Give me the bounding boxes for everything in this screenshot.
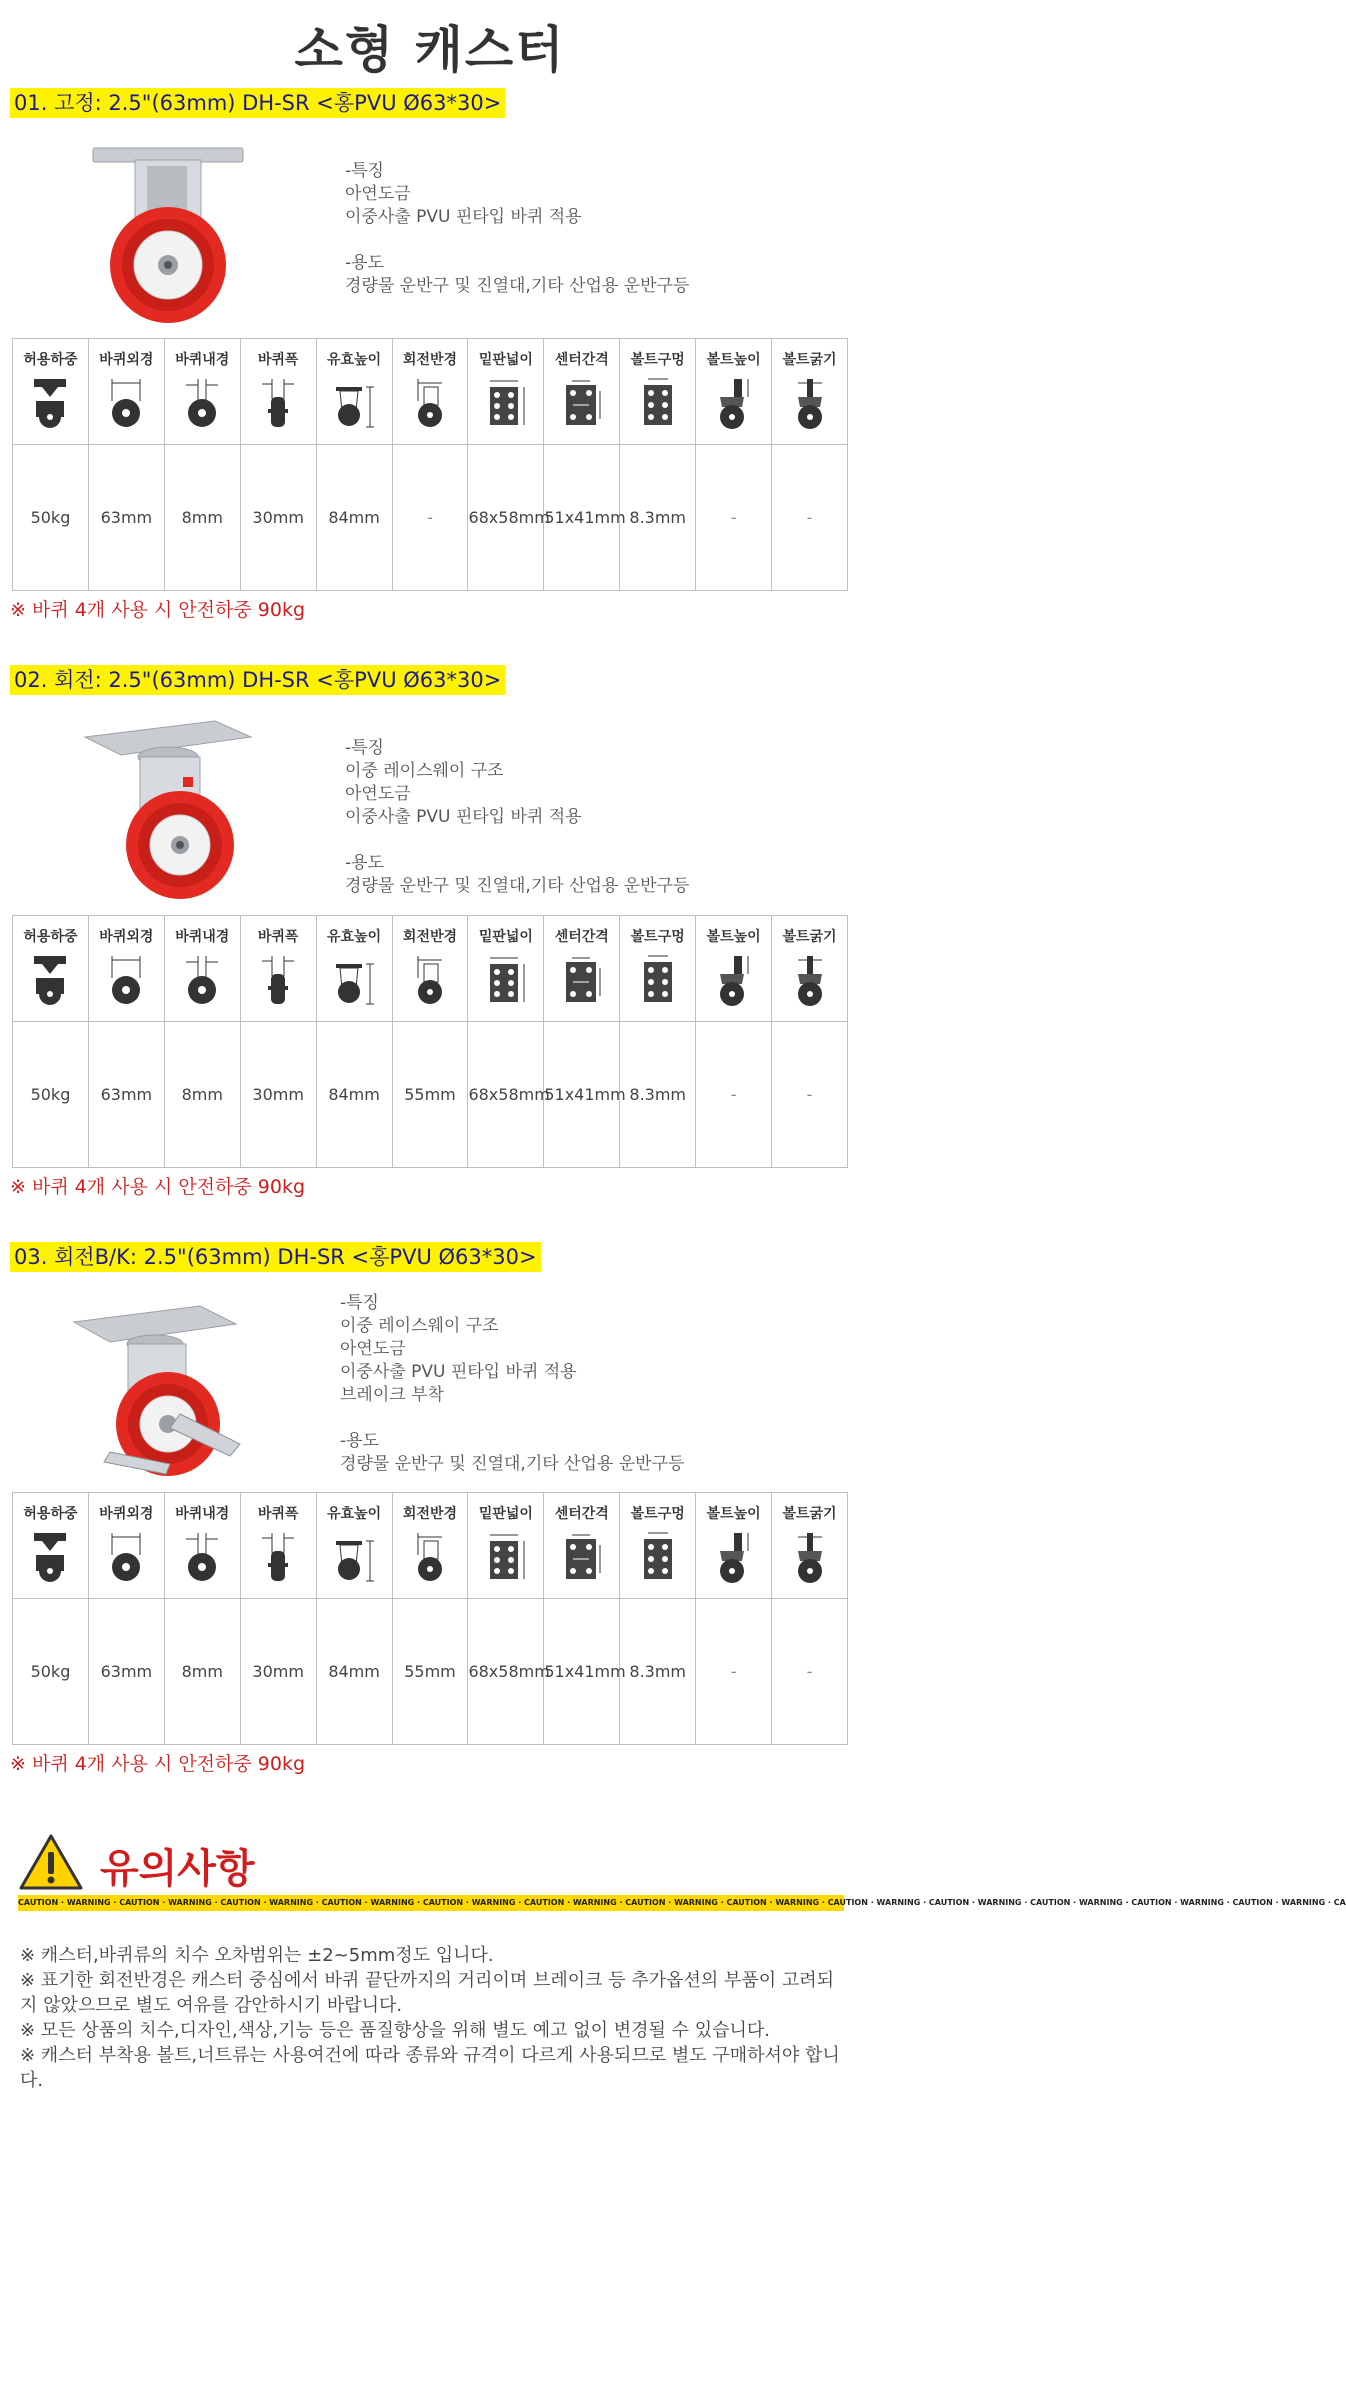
feature-line: 경량물 운반구 및 진열대,기타 산업용 운반구등 [345, 876, 690, 896]
fixed-caster-image [75, 140, 265, 330]
feature-line: -용도 [345, 853, 384, 873]
caution-title: 유의사항 [100, 1846, 255, 1892]
spec-value: 63mm [88, 445, 164, 591]
spec-header: 센터간격 [544, 339, 620, 373]
section-heading: 01. 고정: 2.5"(63mm) DH-SR <홍PVU Ø63*30> [10, 88, 505, 118]
inner-diameter-icon [164, 950, 240, 1022]
center-spacing-icon [544, 373, 620, 445]
swivel-brake-caster-image [70, 1294, 260, 1484]
plate-size-icon [468, 950, 544, 1022]
spec-value: - [696, 1022, 772, 1168]
spec-header: 회전반경 [392, 339, 468, 373]
spec-value: 8mm [164, 1599, 240, 1745]
spec-header: 밑판넓이 [468, 916, 544, 950]
section-heading: 02. 회전: 2.5"(63mm) DH-SR <홍PVU Ø63*30> [10, 665, 505, 695]
spec-value: 50kg [13, 1022, 89, 1168]
feature-line: -특징 [340, 1293, 379, 1313]
spec-value: 8mm [164, 445, 240, 591]
spec-header: 볼트높이 [696, 339, 772, 373]
swivel-radius-icon [392, 950, 468, 1022]
spec-value: - [696, 1599, 772, 1745]
feature-line: 이중사출 PVU 핀타입 바퀴 적용 [345, 807, 582, 827]
inner-diameter-icon [164, 373, 240, 445]
bolt-thickness-icon [772, 950, 848, 1022]
load-icon [13, 373, 89, 445]
spec-value: 51x41mm [544, 1022, 620, 1168]
product-block [0, 695, 860, 915]
spec-table [12, 1492, 848, 1745]
warning-triangle-icon [18, 1833, 84, 1891]
product-section-swivel-brake [0, 1242, 860, 1779]
feature-line: -용도 [340, 1431, 379, 1451]
safety-load-note: ※ 바퀴 4개 사용 시 안전하중 90kg [10, 1753, 306, 1775]
spec-header: 밑판넓이 [468, 339, 544, 373]
bolt-hole-icon [620, 950, 696, 1022]
spec-header: 회전반경 [392, 916, 468, 950]
feature-line: 이중 레이스웨이 구조 [340, 1316, 499, 1336]
feature-line: 이중사출 PVU 핀타입 바퀴 적용 [340, 1362, 577, 1382]
spec-value: - [772, 1022, 848, 1168]
feature-line [345, 229, 689, 252]
spec-value: 63mm [88, 1599, 164, 1745]
outer-diameter-icon [88, 373, 164, 445]
spec-value: - [772, 445, 848, 591]
spec-icon-row [13, 373, 848, 445]
swivel-caster-image [75, 717, 265, 907]
spec-header: 유효높이 [316, 1493, 392, 1527]
spec-header-row [13, 339, 848, 373]
spec-header: 센터간격 [544, 916, 620, 950]
spec-table [12, 915, 848, 1168]
spec-header-row [13, 916, 848, 950]
spec-value: - [696, 445, 772, 591]
spec-header: 바퀴폭 [240, 1493, 316, 1527]
spec-header: 유효높이 [316, 339, 392, 373]
spec-header: 바퀴외경 [88, 916, 164, 950]
spec-header: 유효높이 [316, 916, 392, 950]
effective-height-icon [316, 950, 392, 1022]
feature-line: 이중 레이스웨이 구조 [345, 761, 504, 781]
bolt-thickness-icon [772, 373, 848, 445]
wheel-width-icon [240, 373, 316, 445]
product-block [0, 1272, 860, 1492]
feature-line: 브레이크 부착 [340, 1385, 444, 1405]
spec-value: - [772, 1599, 848, 1745]
safety-load-note: ※ 바퀴 4개 사용 시 안전하중 90kg [10, 1176, 306, 1198]
spec-header: 볼트굵기 [772, 916, 848, 950]
spec-header: 바퀴내경 [164, 916, 240, 950]
caution-note: ※ 표기한 회전반경은 캐스터 중심에서 바퀴 끝단까지의 거리이며 브레이크 등 추가옵션의 부품이 고려되지 않았으므로 별도 여유를 감안하시기 바랍니다. [20, 1970, 835, 2016]
spec-value: 68x58mm [468, 1599, 544, 1745]
spec-header: 센터간격 [544, 1493, 620, 1527]
effective-height-icon [316, 1527, 392, 1599]
feature-line: -특징 [345, 738, 384, 758]
spec-value: 84mm [316, 1022, 392, 1168]
feature-line: 아연도금 [345, 184, 411, 204]
spec-header: 바퀴외경 [88, 339, 164, 373]
caution-section [0, 1815, 1346, 2093]
bolt-hole-icon [620, 1527, 696, 1599]
spec-value: 68x58mm [468, 1022, 544, 1168]
caution-note: ※ 캐스터,바퀴류의 치수 오차범위는 ±2~5mm정도 입니다. [20, 1945, 494, 1966]
spec-value: 51x41mm [544, 1599, 620, 1745]
wheel-width-icon [240, 950, 316, 1022]
spec-value-row [13, 1599, 848, 1745]
center-spacing-icon [544, 950, 620, 1022]
spec-header: 볼트구멍 [620, 339, 696, 373]
spec-value: 30mm [240, 445, 316, 591]
bolt-height-icon [696, 1527, 772, 1599]
spec-icon-row [13, 950, 848, 1022]
caution-note: ※ 모든 상품의 치수,디자인,색상,기능 등은 품질향상을 위해 별도 예고 없이 변경될 수 있습니다. [20, 2020, 770, 2041]
spec-header: 볼트구멍 [620, 916, 696, 950]
spec-header: 허용하중 [13, 916, 89, 950]
spec-value: 50kg [13, 445, 89, 591]
spec-value: 8.3mm [620, 1022, 696, 1168]
spec-value: - [392, 445, 468, 591]
feature-line: -용도 [345, 253, 384, 273]
swivel-radius-icon [392, 373, 468, 445]
spec-value: 8.3mm [620, 445, 696, 591]
spec-value: 55mm [392, 1022, 468, 1168]
spec-value: 55mm [392, 1599, 468, 1745]
caution-notes [20, 1943, 840, 2093]
feature-line: -특징 [345, 161, 384, 181]
product-block [0, 118, 860, 338]
feature-list [345, 737, 689, 898]
outer-diameter-icon [88, 950, 164, 1022]
spec-header: 볼트굵기 [772, 339, 848, 373]
feature-list [340, 1292, 684, 1476]
spec-table [12, 338, 848, 591]
spec-value: 68x58mm [468, 445, 544, 591]
bolt-height-icon [696, 950, 772, 1022]
spec-value-row [13, 445, 848, 591]
spec-value: 63mm [88, 1022, 164, 1168]
spec-value: 50kg [13, 1599, 89, 1745]
load-icon [13, 950, 89, 1022]
page-title: 소형 캐스터 [294, 21, 566, 79]
spec-value: 30mm [240, 1022, 316, 1168]
spec-header: 허용하중 [13, 339, 89, 373]
spec-value: 84mm [316, 445, 392, 591]
caution-note: ※ 캐스터 부착용 볼트,너트류는 사용여건에 따라 종류와 규격이 다르게 사용되므로 별도 구매하셔야 합니다. [20, 2045, 840, 2091]
spec-header-row [13, 1493, 848, 1527]
feature-line: 아연도금 [345, 784, 411, 804]
caution-header [0, 1815, 860, 1895]
bolt-hole-icon [620, 373, 696, 445]
spec-value: 8.3mm [620, 1599, 696, 1745]
feature-line: 이중사출 PVU 핀타입 바퀴 적용 [345, 207, 582, 227]
spec-header: 바퀴외경 [88, 1493, 164, 1527]
caution-warning-strip: CAUTION · WARNING · CAUTION · WARNING · CAUTION · WARNING · CAUTION · WARNING · CAUTION · WARNING · CAUTION · WARNING · CAUTION · WARNING · CAUTION · WARNING · CAUTION · WARNING · CAUTION · WARNING · CAUTION · WARNING · CAUTION · WARNING · CAUTION · WARNING · CA [18, 1895, 844, 1911]
spec-value: 84mm [316, 1599, 392, 1745]
feature-line [340, 1407, 684, 1430]
spec-value: 30mm [240, 1599, 316, 1745]
outer-diameter-icon [88, 1527, 164, 1599]
spec-icon-row [13, 1527, 848, 1599]
spec-header: 바퀴내경 [164, 1493, 240, 1527]
spec-header: 바퀴폭 [240, 916, 316, 950]
spec-header: 밑판넓이 [468, 1493, 544, 1527]
load-icon [13, 1527, 89, 1599]
feature-list [345, 160, 689, 298]
spec-header: 볼트높이 [696, 1493, 772, 1527]
wheel-width-icon [240, 1527, 316, 1599]
product-section-swivel [0, 665, 860, 1202]
feature-line: 아연도금 [340, 1339, 406, 1359]
safety-load-note: ※ 바퀴 4개 사용 시 안전하중 90kg [10, 599, 306, 621]
plate-size-icon [468, 373, 544, 445]
swivel-radius-icon [392, 1527, 468, 1599]
feature-line [345, 829, 689, 852]
center-spacing-icon [544, 1527, 620, 1599]
product-section-fixed [0, 88, 860, 625]
spec-header: 볼트높이 [696, 916, 772, 950]
feature-line: 경량물 운반구 및 진열대,기타 산업용 운반구등 [345, 276, 690, 296]
plate-size-icon [468, 1527, 544, 1599]
spec-value: 51x41mm [544, 445, 620, 591]
spec-value-row [13, 1022, 848, 1168]
spec-header: 허용하중 [13, 1493, 89, 1527]
bolt-height-icon [696, 373, 772, 445]
spec-header: 볼트굵기 [772, 1493, 848, 1527]
section-heading: 03. 회전B/K: 2.5"(63mm) DH-SR <홍PVU Ø63*30> [10, 1242, 541, 1272]
feature-line: 경량물 운반구 및 진열대,기타 산업용 운반구등 [340, 1454, 685, 1474]
inner-diameter-icon [164, 1527, 240, 1599]
spec-header: 회전반경 [392, 1493, 468, 1527]
spec-value: 8mm [164, 1022, 240, 1168]
spec-header: 바퀴폭 [240, 339, 316, 373]
bolt-thickness-icon [772, 1527, 848, 1599]
effective-height-icon [316, 373, 392, 445]
spec-header: 볼트구멍 [620, 1493, 696, 1527]
spec-header: 바퀴내경 [164, 339, 240, 373]
